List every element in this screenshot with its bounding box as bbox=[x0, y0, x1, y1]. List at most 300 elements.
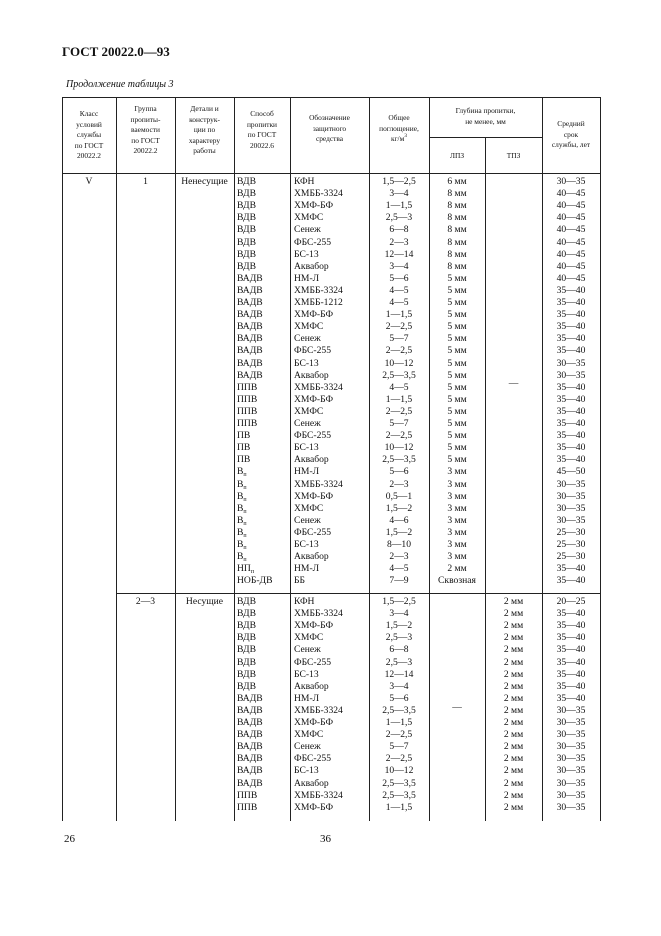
life-cell: 30—35 bbox=[556, 502, 586, 514]
uptake-cell: 1,5—2,5 bbox=[382, 596, 416, 607]
method-subscript: п bbox=[243, 545, 247, 551]
lpz-cell: 5 мм bbox=[447, 272, 467, 284]
uptake-cell: 5—6 bbox=[389, 272, 409, 284]
tpz-cell: 2 мм bbox=[503, 692, 524, 704]
agent-cell: БС-13 bbox=[294, 765, 319, 777]
method-text: ВДВ bbox=[237, 212, 256, 224]
life-cell: 30—35 bbox=[556, 729, 586, 741]
life-cell: 30—35 bbox=[556, 753, 586, 765]
header-detali: Детали и конструк- ции по характеру работы bbox=[188, 104, 221, 155]
group2-detali: Несущие bbox=[185, 596, 224, 607]
tpz-cell: 2 мм bbox=[503, 644, 524, 656]
method-text: ПВ bbox=[237, 442, 251, 454]
method-subscript: п bbox=[243, 496, 247, 503]
life-cell: 30—35 bbox=[556, 176, 586, 187]
uptake-cell: 6—8 bbox=[389, 644, 409, 656]
method-cell bbox=[237, 479, 247, 491]
method-text: ППВ bbox=[237, 393, 258, 405]
method-text: ВДВ bbox=[237, 176, 256, 187]
lpz-cell: 3 мм bbox=[447, 514, 467, 526]
method-cell bbox=[237, 406, 257, 418]
agent-cell: Сенеж bbox=[294, 741, 321, 753]
uptake-cell: 2,5—3,5 bbox=[382, 789, 416, 801]
uptake-cell: 5—7 bbox=[389, 333, 409, 345]
life-cell: 40—45 bbox=[556, 272, 586, 284]
tpz-cell: 2 мм bbox=[503, 777, 524, 789]
method-text: ВАДВ bbox=[237, 717, 263, 728]
lpz-cell: 5 мм bbox=[447, 442, 467, 454]
agent-cell: ХМФС bbox=[294, 405, 324, 417]
method-text: ПВ bbox=[237, 454, 251, 466]
lpz-cell: Сквозная bbox=[438, 575, 476, 587]
group2-lpz-dash: — bbox=[452, 702, 462, 713]
method-cell bbox=[237, 790, 257, 802]
uptake-cell: 2—2,5 bbox=[385, 430, 413, 442]
col-border-2 bbox=[175, 97, 176, 821]
agent-cell: ХМФ-БФ bbox=[294, 490, 334, 502]
method-text: ППВ bbox=[237, 381, 258, 393]
agent-cell: ХМФ-БФ bbox=[294, 309, 334, 321]
uptake-cell: 1—1,5 bbox=[385, 393, 413, 405]
lpz-cell: 5 мм bbox=[447, 309, 467, 321]
agent-cell: ХМФС bbox=[294, 212, 324, 224]
uptake-cell: 2,5—3,5 bbox=[382, 369, 416, 381]
method-text: ВДВ bbox=[237, 668, 256, 680]
life-cell: 40—45 bbox=[556, 260, 586, 272]
method-cell bbox=[237, 224, 256, 236]
uptake-cell: 1—1,5 bbox=[385, 200, 413, 212]
life-cell: 30—35 bbox=[556, 369, 586, 381]
method-text: НП bbox=[237, 563, 251, 575]
tpz-cell: 2 мм bbox=[503, 753, 524, 765]
agent-cell: ХМФС bbox=[294, 321, 324, 333]
method-text: В bbox=[237, 466, 244, 478]
uptake-cell: 3—4 bbox=[389, 680, 409, 692]
method-cell bbox=[237, 297, 263, 309]
agent-cell: ХМФС bbox=[294, 632, 324, 644]
agent-cell: КФН bbox=[294, 176, 315, 187]
header-tpz: ТПЗ bbox=[506, 151, 521, 160]
method-subscript: п bbox=[243, 484, 247, 491]
lpz-cell: 5 мм bbox=[447, 333, 467, 345]
method-cell bbox=[237, 527, 247, 539]
method-cell bbox=[237, 778, 263, 790]
method-text: В bbox=[237, 539, 244, 550]
method-cell bbox=[237, 539, 247, 551]
agent-cell: ХМББ-3324 bbox=[294, 284, 343, 296]
lpz-cell: 5 мм bbox=[447, 369, 467, 381]
method-cell bbox=[237, 620, 256, 632]
uptake-cell: 1—1,5 bbox=[385, 309, 413, 321]
method-cell bbox=[237, 309, 263, 321]
method-cell bbox=[237, 669, 256, 681]
method-text: ВАДВ bbox=[237, 765, 263, 777]
method-text: ВДВ bbox=[237, 188, 256, 200]
uptake-cell: 2,5—3,5 bbox=[382, 454, 416, 466]
col-border-1 bbox=[116, 97, 117, 821]
uptake-cell: 4—5 bbox=[389, 563, 409, 575]
method-subscript: п bbox=[243, 520, 247, 527]
method-subscript: п bbox=[250, 569, 255, 576]
uptake-cell: 4—5 bbox=[389, 381, 409, 393]
method-cell bbox=[237, 753, 263, 765]
agent-cell: БС-13 bbox=[294, 357, 319, 369]
agent-cell: ФБС-255 bbox=[294, 236, 332, 248]
method-text: ППВ bbox=[237, 801, 258, 813]
method-subscript: п bbox=[243, 557, 247, 564]
method-text: В bbox=[237, 502, 244, 514]
life-cell: 30—35 bbox=[556, 357, 586, 369]
agent-cell: ХМББ-3324 bbox=[294, 608, 343, 620]
method-text: В bbox=[237, 526, 244, 538]
agent-cell: КФН bbox=[294, 596, 315, 607]
method-text: В bbox=[237, 514, 244, 526]
life-cell: 45—50 bbox=[556, 466, 586, 478]
agent-cell: Аквабор bbox=[294, 454, 329, 466]
uptake-cell: 5—6 bbox=[389, 466, 409, 478]
life-cell: 35—40 bbox=[556, 393, 586, 405]
method-subscript: п bbox=[243, 472, 247, 479]
agent-cell: Аквабор bbox=[294, 260, 329, 272]
method-text: ППВ bbox=[237, 789, 258, 801]
method-cell bbox=[237, 249, 256, 261]
tpz-cell: 2 мм bbox=[503, 789, 524, 801]
life-cell: 35—40 bbox=[556, 620, 586, 632]
uptake-cell: 2,5—3,5 bbox=[382, 704, 416, 716]
method-cell bbox=[237, 273, 263, 285]
uptake-cell: 3—4 bbox=[389, 608, 409, 620]
agent-cell: ХМББ-3324 bbox=[294, 789, 343, 801]
agent-cell: ХМББ-3324 bbox=[294, 381, 343, 393]
method-cell bbox=[237, 596, 256, 608]
method-cell bbox=[237, 333, 263, 345]
agent-cell: ХМФ-БФ bbox=[294, 393, 334, 405]
uptake-cell: 1,5—2 bbox=[385, 526, 413, 538]
uptake-cell: 12—14 bbox=[384, 248, 414, 260]
method-text: ВАДВ bbox=[237, 345, 263, 357]
method-text: ВДВ bbox=[237, 656, 256, 668]
agent-cell: Сенеж bbox=[294, 418, 321, 429]
agent-cell: ФБС-255 bbox=[294, 753, 332, 765]
header-glubina: Глубина пропитки, не менее, мм bbox=[455, 106, 516, 126]
lpz-cell: 8 мм bbox=[447, 188, 467, 200]
header-pogloshenie bbox=[369, 113, 429, 145]
uptake-cell: 4—6 bbox=[389, 514, 409, 526]
agent-cell: БС-13 bbox=[294, 248, 319, 260]
agent-cell: ХМФС bbox=[294, 502, 324, 514]
uptake-cell: 1—1,5 bbox=[385, 801, 413, 813]
uptake-cell: 4—5 bbox=[389, 284, 409, 296]
tpz-cell: 2 мм bbox=[503, 656, 524, 668]
method-cell bbox=[237, 741, 263, 753]
method-text: ВДВ bbox=[237, 248, 256, 260]
life-cell: 30—35 bbox=[556, 704, 586, 716]
agent-cell: ХМФС bbox=[294, 729, 324, 741]
lpz-cell: 8 мм bbox=[447, 236, 467, 248]
life-cell: 35—40 bbox=[556, 442, 586, 454]
agent-cell: Сенеж bbox=[294, 224, 321, 236]
page-number-center: 36 bbox=[320, 833, 331, 845]
method-text: ВАДВ bbox=[237, 704, 263, 716]
method-text: ВДВ bbox=[237, 680, 256, 692]
uptake-cell: 2—2,5 bbox=[385, 753, 413, 765]
header-oboznachenie: Обозначение защитного средства bbox=[309, 113, 350, 143]
uptake-cell: 2—2,5 bbox=[385, 405, 413, 417]
method-text: В bbox=[237, 551, 244, 563]
uptake-cell: 3—4 bbox=[389, 260, 409, 272]
life-cell: 20—25 bbox=[556, 596, 586, 607]
method-cell bbox=[237, 729, 263, 741]
tpz-cell: 2 мм bbox=[503, 608, 524, 620]
life-cell: 35—40 bbox=[556, 575, 586, 587]
life-cell: 35—40 bbox=[556, 632, 586, 644]
lpz-cell: 5 мм bbox=[447, 418, 467, 429]
method-cell bbox=[237, 717, 263, 729]
tpz-cell: 2 мм bbox=[503, 729, 524, 741]
method-subscript: п bbox=[243, 508, 247, 515]
method-cell bbox=[237, 200, 256, 212]
life-cell: 30—35 bbox=[556, 490, 586, 502]
agent-cell: ФБС-255 bbox=[294, 656, 332, 668]
life-cell: 35—40 bbox=[556, 680, 586, 692]
uptake-cell: 2—2,5 bbox=[385, 345, 413, 357]
life-cell: 35—40 bbox=[556, 692, 586, 704]
lpz-cell: 8 мм bbox=[447, 224, 467, 236]
lpz-cell: 5 мм bbox=[447, 405, 467, 417]
method-cell bbox=[237, 608, 256, 620]
method-text: ВДВ bbox=[237, 596, 256, 607]
lpz-cell: 5 мм bbox=[447, 454, 467, 466]
life-cell: 40—45 bbox=[556, 200, 586, 212]
col-border-4 bbox=[290, 97, 291, 821]
impregnation-table bbox=[62, 97, 601, 821]
uptake-cell: 2—2,5 bbox=[385, 321, 413, 333]
method-cell bbox=[237, 394, 257, 406]
uptake-cell: 6—8 bbox=[389, 224, 409, 236]
lpz-cell: 6 мм bbox=[447, 176, 467, 187]
header-pogloshenie-text: Общее поглощение, кг/м bbox=[379, 113, 419, 143]
agent-cell: ФБС-255 bbox=[294, 430, 332, 442]
lpz-cell: 8 мм bbox=[447, 200, 467, 212]
uptake-cell: 12—14 bbox=[384, 668, 414, 680]
method-cell bbox=[237, 370, 263, 382]
method-cell bbox=[237, 418, 257, 430]
lpz-cell: 8 мм bbox=[447, 248, 467, 260]
agent-cell: ХМФ-БФ bbox=[294, 200, 334, 212]
agent-cell: БС-13 bbox=[294, 668, 319, 680]
group1-tpz-dash: — bbox=[508, 378, 519, 389]
method-text: ПВ bbox=[237, 430, 251, 442]
life-cell: 35—40 bbox=[556, 297, 586, 308]
life-cell: 25—30 bbox=[556, 539, 586, 550]
agent-cell: ХМББ-3324 bbox=[294, 704, 343, 716]
lpz-cell: 5 мм bbox=[447, 284, 467, 296]
lpz-cell: 5 мм bbox=[447, 357, 467, 369]
method-text: В bbox=[237, 478, 244, 490]
life-cell: 40—45 bbox=[556, 236, 586, 248]
lpz-cell: 3 мм bbox=[447, 539, 467, 550]
lpz-cell: 8 мм bbox=[447, 212, 467, 224]
agent-cell: Аквабор bbox=[294, 551, 329, 563]
uptake-cell: 5—6 bbox=[389, 692, 409, 704]
method-text: ВАДВ bbox=[237, 753, 263, 765]
agent-cell: ББ bbox=[294, 575, 306, 587]
life-cell: 35—40 bbox=[556, 309, 586, 321]
uptake-cell: 2—2,5 bbox=[385, 729, 413, 741]
method-cell bbox=[237, 491, 247, 503]
header-srok: Средний срок службы, лет bbox=[551, 119, 591, 149]
lpz-cell: 5 мм bbox=[447, 393, 467, 405]
group-divider-rule bbox=[116, 593, 601, 594]
method-cell bbox=[237, 454, 250, 466]
group2-gruppa: 2—3 bbox=[135, 596, 156, 607]
tpz-cell: 2 мм bbox=[503, 801, 524, 813]
uptake-cell: 10—12 bbox=[384, 357, 414, 369]
life-cell: 30—35 bbox=[556, 777, 586, 789]
method-text: ВАДВ bbox=[237, 741, 263, 753]
method-cell bbox=[237, 176, 256, 188]
agent-cell: БС-13 bbox=[294, 442, 319, 454]
agent-cell: НМ-Л bbox=[294, 272, 320, 284]
method-cell bbox=[237, 321, 263, 333]
document-title: ГОСТ 20022.0—93 bbox=[62, 44, 170, 59]
life-cell: 35—40 bbox=[556, 454, 586, 466]
method-cell bbox=[237, 237, 256, 249]
lpz-cell: 5 мм bbox=[447, 381, 467, 393]
method-text: ВАДВ bbox=[237, 777, 263, 789]
method-text: ВДВ bbox=[237, 224, 256, 236]
agent-cell: Сенеж bbox=[294, 333, 321, 345]
method-text: ВАДВ bbox=[237, 272, 263, 284]
life-cell: 35—40 bbox=[556, 321, 586, 333]
life-cell: 35—40 bbox=[556, 644, 586, 656]
lpz-cell: 3 мм bbox=[447, 551, 467, 563]
method-text: ВАДВ bbox=[237, 321, 263, 333]
life-cell: 40—45 bbox=[556, 224, 586, 236]
life-cell: 35—40 bbox=[556, 345, 586, 357]
lpz-cell: 3 мм bbox=[447, 490, 467, 502]
group1-detali: Ненесущие bbox=[181, 176, 228, 187]
agent-cell: БС-13 bbox=[294, 539, 319, 550]
method-text: ВАДВ bbox=[237, 284, 263, 296]
method-cell bbox=[237, 430, 250, 442]
lpz-cell: 3 мм bbox=[447, 526, 467, 538]
method-cell bbox=[237, 261, 256, 273]
method-text: ВАДВ bbox=[237, 692, 263, 704]
uptake-cell: 4—5 bbox=[389, 297, 409, 308]
method-text: ВДВ bbox=[237, 260, 256, 272]
uptake-cell: 1,5—2,5 bbox=[382, 176, 416, 187]
agent-cell: ФБС-255 bbox=[294, 526, 332, 538]
life-cell: 30—35 bbox=[556, 478, 586, 490]
method-cell bbox=[237, 382, 257, 394]
method-cell bbox=[237, 681, 256, 693]
method-text: ВАДВ bbox=[237, 729, 263, 741]
method-text: В bbox=[237, 490, 244, 502]
method-text: ВДВ bbox=[237, 632, 256, 644]
life-cell: 35—40 bbox=[556, 405, 586, 417]
life-cell: 30—35 bbox=[556, 765, 586, 777]
method-cell bbox=[237, 515, 247, 527]
agent-cell: ХМББ-1212 bbox=[294, 297, 343, 308]
uptake-cell: 5—7 bbox=[389, 741, 409, 753]
agent-cell: Сенеж bbox=[294, 644, 321, 656]
uptake-cell: 8—10 bbox=[387, 539, 411, 550]
table-caption: Продолжение таблицы 3 bbox=[66, 79, 174, 90]
method-text: ВАДВ bbox=[237, 369, 263, 381]
header-bottom-rule bbox=[62, 173, 601, 174]
uptake-cell: 1,5—2 bbox=[385, 620, 413, 632]
life-cell: 35—40 bbox=[556, 284, 586, 296]
method-cell bbox=[237, 503, 247, 515]
lpz-cell: 8 мм bbox=[447, 260, 467, 272]
uptake-cell: 3—4 bbox=[389, 188, 409, 200]
life-cell: 35—40 bbox=[556, 418, 586, 429]
life-cell: 40—45 bbox=[556, 212, 586, 224]
uptake-cell: 2,5—3 bbox=[385, 212, 413, 224]
lpz-cell: 5 мм bbox=[447, 430, 467, 442]
method-cell bbox=[237, 212, 256, 224]
uptake-cell: 1,5—2 bbox=[385, 502, 413, 514]
lpz-cell: 3 мм bbox=[447, 478, 467, 490]
life-cell: 35—40 bbox=[556, 656, 586, 668]
uptake-cell: 1—1,5 bbox=[385, 717, 413, 728]
method-text: ВАДВ bbox=[237, 309, 263, 321]
header-pogloshenie-sup: 3 bbox=[404, 133, 408, 139]
method-cell bbox=[237, 563, 254, 575]
method-cell bbox=[237, 693, 263, 705]
tpz-cell: 2 мм bbox=[503, 620, 524, 632]
method-text: ППВ bbox=[237, 405, 258, 417]
agent-cell: ХМФ-БФ bbox=[294, 801, 334, 813]
method-cell bbox=[237, 442, 250, 454]
life-cell: 25—30 bbox=[556, 526, 586, 538]
method-cell bbox=[237, 632, 256, 644]
method-cell bbox=[237, 551, 247, 563]
agent-cell: НМ-Л bbox=[294, 466, 320, 478]
life-cell: 40—45 bbox=[556, 248, 586, 260]
method-cell bbox=[237, 644, 256, 656]
uptake-cell: 0,5—1 bbox=[385, 490, 413, 502]
method-cell bbox=[237, 285, 263, 297]
method-cell bbox=[237, 705, 263, 717]
agent-cell: ХМФ-БФ bbox=[294, 620, 334, 632]
agent-cell: ХМББ-3324 bbox=[294, 478, 343, 490]
life-cell: 30—35 bbox=[556, 801, 586, 813]
method-cell bbox=[237, 575, 273, 587]
agent-cell: Аквабор bbox=[294, 369, 329, 381]
header-gruppa: Группа пропиты- ваемости по ГОСТ 20022.2 bbox=[130, 104, 161, 155]
life-cell: 25—30 bbox=[556, 551, 586, 563]
header-lpz: ЛПЗ bbox=[449, 151, 465, 160]
life-cell: 30—35 bbox=[556, 789, 586, 801]
group1-klass: V bbox=[85, 176, 93, 187]
method-cell bbox=[237, 345, 263, 357]
tpz-cell: 2 мм bbox=[503, 680, 524, 692]
uptake-cell: 2,5—3,5 bbox=[382, 777, 416, 789]
method-text: ВДВ bbox=[237, 608, 256, 620]
method-text: ППВ bbox=[237, 418, 258, 429]
agent-cell: Аквабор bbox=[294, 680, 329, 692]
method-cell bbox=[237, 802, 257, 814]
tpz-cell: 2 мм bbox=[503, 717, 524, 728]
lpz-cell: 5 мм bbox=[447, 345, 467, 357]
agent-cell: ХМФ-БФ bbox=[294, 717, 334, 728]
life-cell: 35—40 bbox=[556, 381, 586, 393]
col-border-3 bbox=[234, 97, 235, 821]
table-top-border bbox=[62, 97, 601, 98]
agent-cell: НМ-Л bbox=[294, 563, 320, 575]
